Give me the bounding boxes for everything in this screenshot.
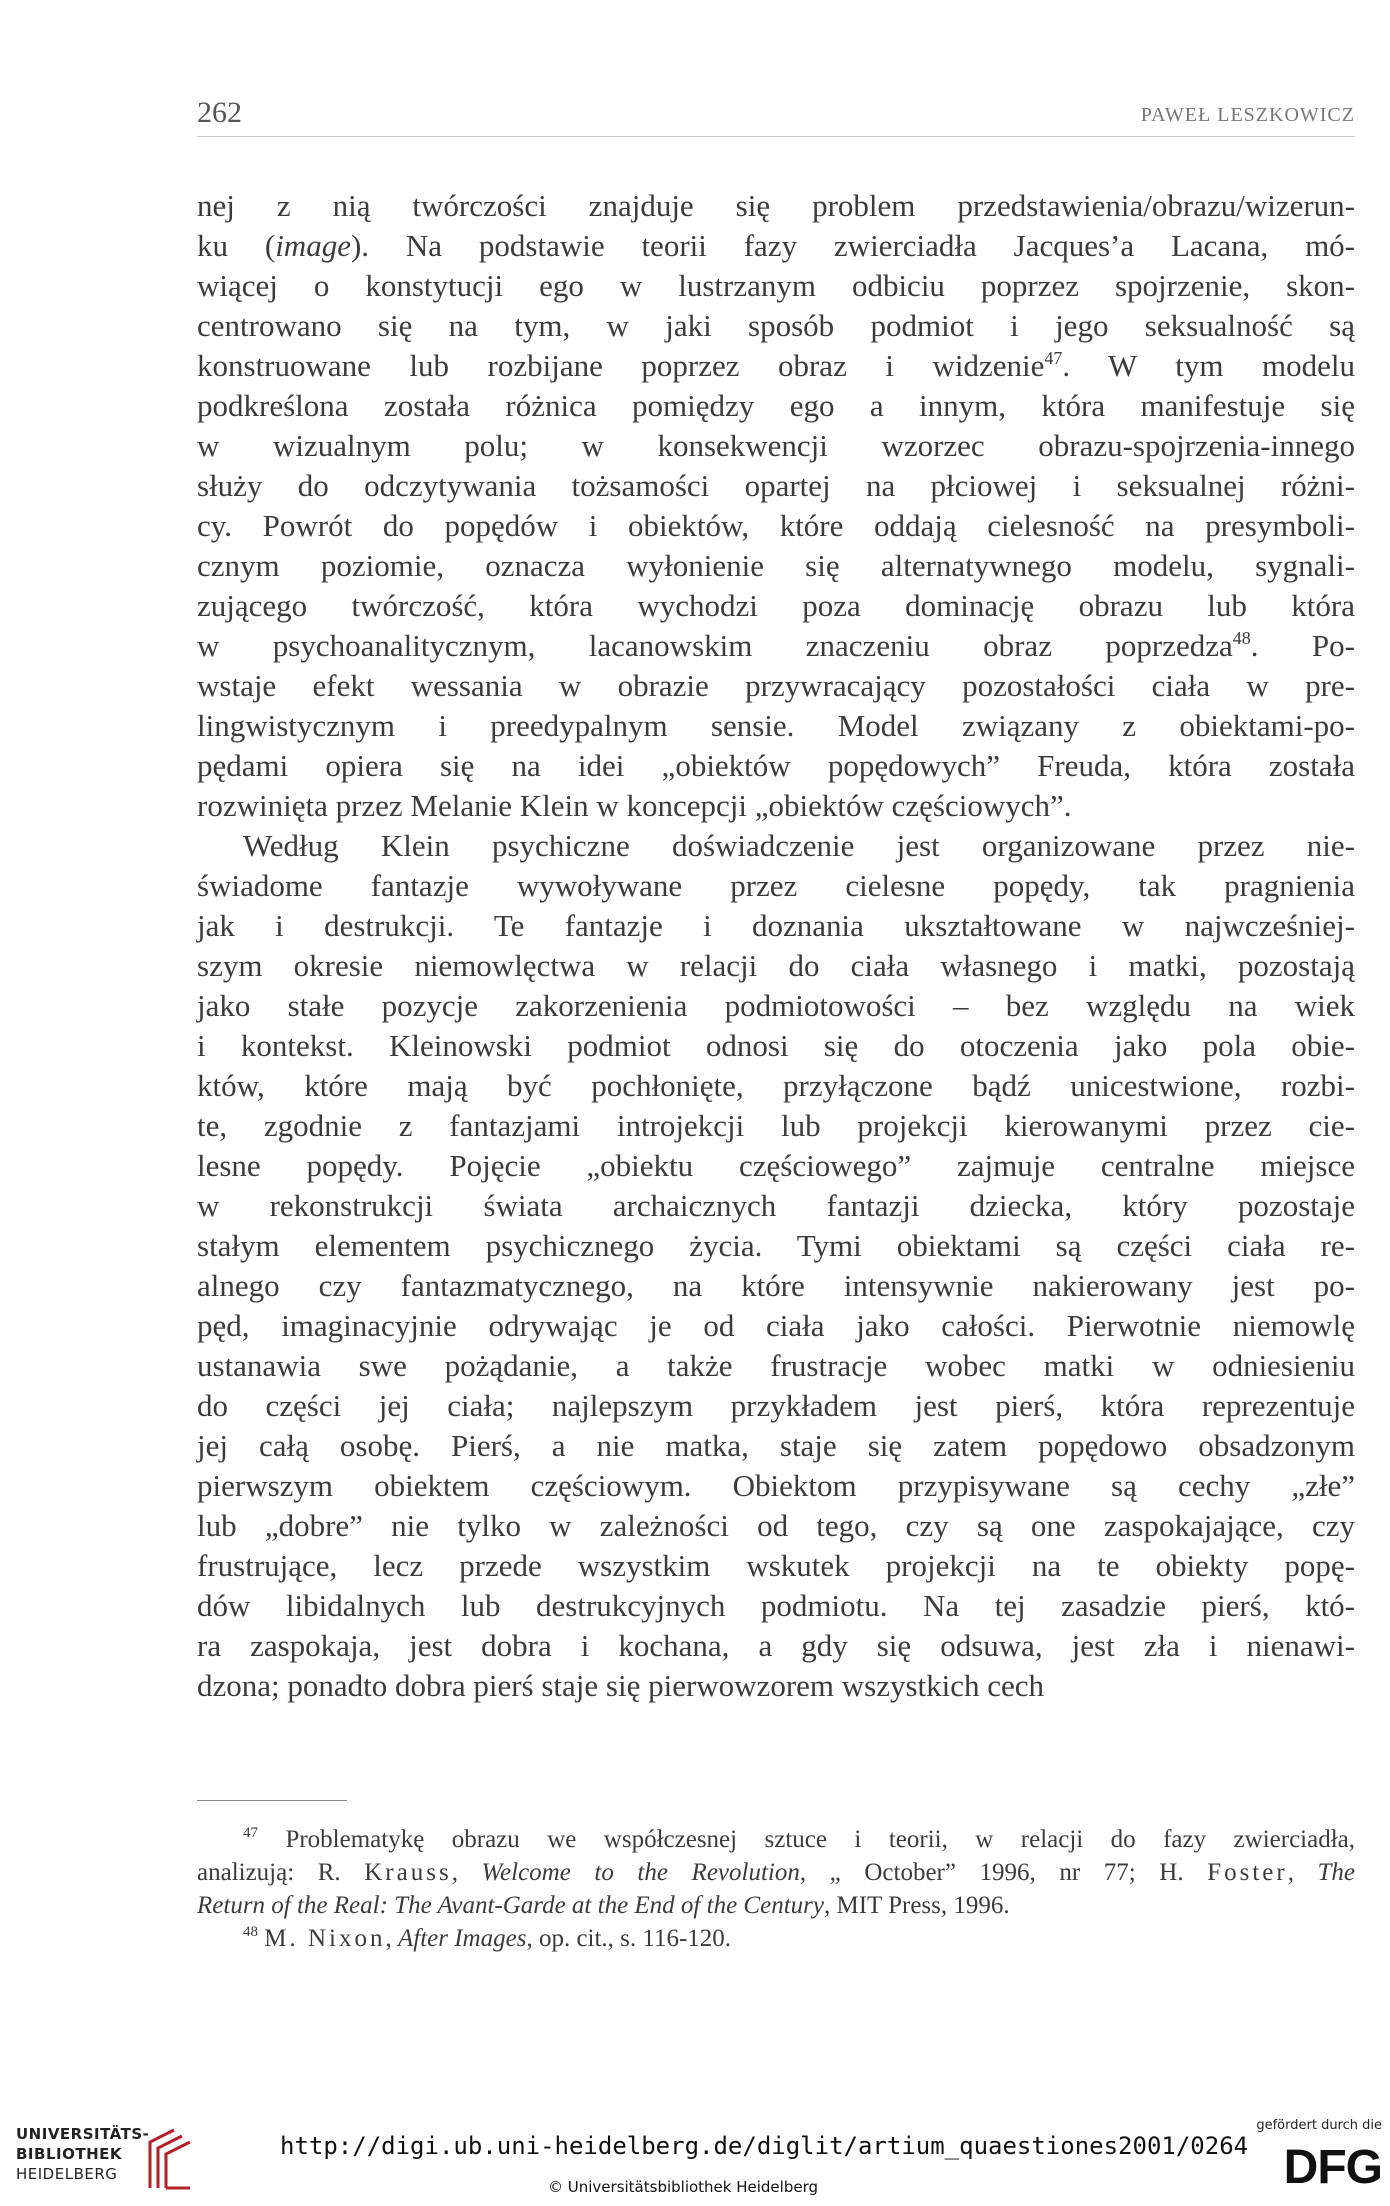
footnote-title: The (1317, 1859, 1356, 1886)
footnote-mark: 48 (243, 1924, 258, 1940)
text-line: zującego twórczość, która wychodzi poza dominację obrazu lub która (197, 588, 1355, 623)
text-line: pęd, imaginacyjnie odrywając je od ciała jako całości. Pierwotnie niemowlę (197, 1308, 1355, 1343)
text-line: szym okresie niemowlęctwa w relacji do ciała własnego i matki, pozostają (197, 948, 1355, 983)
text-line: ku (image). Na podstawie teorii fazy zwierciadła Jacques’a Lacana, mó- (197, 228, 1355, 263)
footnote-text: , „ October” 1996, nr 77; H. (799, 1859, 1208, 1886)
text-line: wiącej o konstytucji ego w lustrzanym odbiciu poprzez spojrzenie, skon- (197, 268, 1355, 303)
footnote-text: Problematykę obrazu we współczesnej sztuce i teorii, w relacji do fazy zwierciadła, (285, 1826, 1356, 1853)
text-line: w rekonstrukcji świata archaicznych fantazji dziecka, który pozostaje (197, 1188, 1355, 1223)
text-line: ra zaspokaja, jest dobra i kochana, a gdy się odsuwa, jest zła i nienawi- (197, 1628, 1355, 1663)
footnote-47-line (197, 1823, 1355, 1856)
footnote-47-line (197, 1889, 1355, 1922)
text-line: jej całą osobę. Pierś, a nie matka, staje się zatem popędowo obsadzonym (197, 1428, 1355, 1463)
text-line: alnego czy fantazmatycznego, na które intensywnie nakierowany jest po- (197, 1268, 1355, 1303)
dfg-caption: gefördert durch die (1256, 2118, 1382, 2133)
library-name (16, 2124, 149, 2184)
page-header (197, 96, 1355, 136)
text-line: jako stałe pozycje zakorzenienia podmiotowości – bez względu na wiek (197, 988, 1355, 1023)
text-line: Według Klein psychiczne doświadczenie jest organizowane przez nie- (243, 828, 1355, 863)
text-line: świadome fantazje wywoływane przez cielesne popędy, tak pragnienia (197, 868, 1355, 903)
text-line: centrowano się na tym, w jaki sposób podmiot i jego seksualność są (197, 308, 1355, 343)
text-line: lesne popędy. Pojęcie „obiektu częściowego” zajmuje centralne miejsce (197, 1148, 1355, 1183)
text-line: wstaje efekt wessania w obrazie przywracający pozostałości ciała w pre- (197, 668, 1355, 703)
source-url-link[interactable]: http://digi.ub.uni-heidelberg.de/diglit/artium_quaestiones2001/0264 (280, 2132, 1249, 2160)
text-line: dów libidalnych lub destrukcyjnych podmiotu. Na tej zasadzie pierś, któ- (197, 1588, 1355, 1623)
running-head: PAWEŁ LESZKOWICZ (1140, 104, 1355, 126)
text-line: w psychoanalitycznym, lacanowskim znaczeniu obraz poprzedza$^{48}$. Po- (197, 628, 1355, 663)
footnotes (197, 1823, 1355, 1955)
footnote-text: , (1287, 1859, 1318, 1886)
text-line: konstruowane lub rozbijane poprzez obraz i widzenie$^{47}$. W tym modelu (197, 348, 1355, 383)
body-text (197, 186, 1355, 1706)
library-name-line: HEIDELBERG (16, 2165, 118, 2183)
text-line: lub „dobre” nie tylko w zależności od tego, czy są one zaspokajające, czy (197, 1508, 1355, 1543)
footnote-48-line (197, 1922, 1355, 1955)
footnote-text: , op. cit., s. 116-120. (526, 1925, 732, 1952)
text-line: frustrujące, lecz przede wszystkim wskutek projekcji na te obiekty popę- (197, 1548, 1355, 1583)
footnote-title: Welcome to the Revolution (481, 1859, 800, 1886)
dfg-logo: DFG (1283, 2141, 1382, 2194)
copyright-notice: © Universitätsbibliothek Heidelberg (548, 2178, 819, 2196)
footnote-author: M. Nixon (264, 1925, 386, 1952)
footnote-title: Return of the Real: The Avant-Garde at the End of the Century (197, 1892, 824, 1919)
text-line: podkreślona została różnica pomiędzy ego a innym, która manifestuje się (197, 388, 1355, 423)
university-library-logo[interactable] (16, 2124, 196, 2194)
footnote-text: , MIT Press, 1996. (823, 1892, 1010, 1919)
footnote-mark: 47 (243, 1825, 258, 1841)
library-name-line: BIBLIOTHEK (16, 2145, 122, 2163)
text-line: dzona; ponadto dobra pierś staje się pierwowzorem wszystkich cech (197, 1668, 1045, 1703)
text-line: w wizualnym polu; w konsekwencji wzorzec obrazu-spojrzenia-innego (197, 428, 1355, 463)
library-emblem-icon (144, 2128, 196, 2192)
text-line: jak i destrukcji. Te fantazje i doznania ukształtowane w najwcześniej- (197, 908, 1355, 943)
text-line: i kontekst. Kleinowski podmiot odnosi się do otoczenia jako pola obie- (197, 1028, 1355, 1063)
text-line: pędami opiera się na idei „obiektów popędowych” Freuda, która została (197, 748, 1355, 783)
footnote-text: , (451, 1859, 482, 1886)
footnote-rule (197, 1800, 347, 1801)
text-line: do części jej ciała; najlepszym przykładem jest pierś, która reprezentuje (197, 1388, 1355, 1423)
footnote-text: analizują: R. (197, 1859, 365, 1886)
text-line: stałym elementem psychicznego życia. Tymi obiektami są części ciała re- (197, 1228, 1355, 1263)
dfg-badge[interactable] (1232, 2118, 1382, 2198)
footnote-text: , (385, 1925, 398, 1952)
text-line: cy. Powrót do popędów i obiektów, które oddają cielesność na presymboli- (197, 508, 1355, 543)
footnote-title: After Images (397, 1925, 527, 1952)
header-rule (197, 136, 1355, 137)
text-line: te, zgodnie z fantazjami introjekcji lub projekcji kierowanymi przez cie- (197, 1108, 1355, 1143)
page-number: 262 (197, 96, 242, 129)
text-line: któw, które mają być pochłonięte, przyłączone bądź unicestwione, rozbi- (197, 1068, 1355, 1103)
text-line: lingwistycznym i preedypalnym sensie. Model związany z obiektami-po- (197, 708, 1355, 743)
footnote-47-line (197, 1856, 1355, 1889)
text-line: służy do odczytywania tożsamości opartej na płciowej i seksualnej różni- (197, 468, 1355, 503)
text-line: nej z nią twórczości znajduje się problem przedstawienia/obrazu/wizerun- (197, 188, 1355, 223)
text-line: rozwinięta przez Melanie Klein w koncepcji „obiektów częściowych”. (197, 788, 1072, 823)
text-line: pierwszym obiektem częściowym. Obiektom przypisywane są cechy „złe” (197, 1468, 1355, 1503)
library-name-line: UNIVERSITÄTS- (16, 2125, 150, 2143)
footnote-author: Foster (1207, 1859, 1288, 1886)
text-line: cznym poziomie, oznacza wyłonienie się alternatywnego modelu, sygnali- (197, 548, 1355, 583)
text-line: ustanawia swe pożądanie, a także frustracje wobec matki w odniesieniu (197, 1348, 1355, 1383)
footnote-author: Krauss (364, 1859, 452, 1886)
digitization-footer (0, 2110, 1390, 2206)
